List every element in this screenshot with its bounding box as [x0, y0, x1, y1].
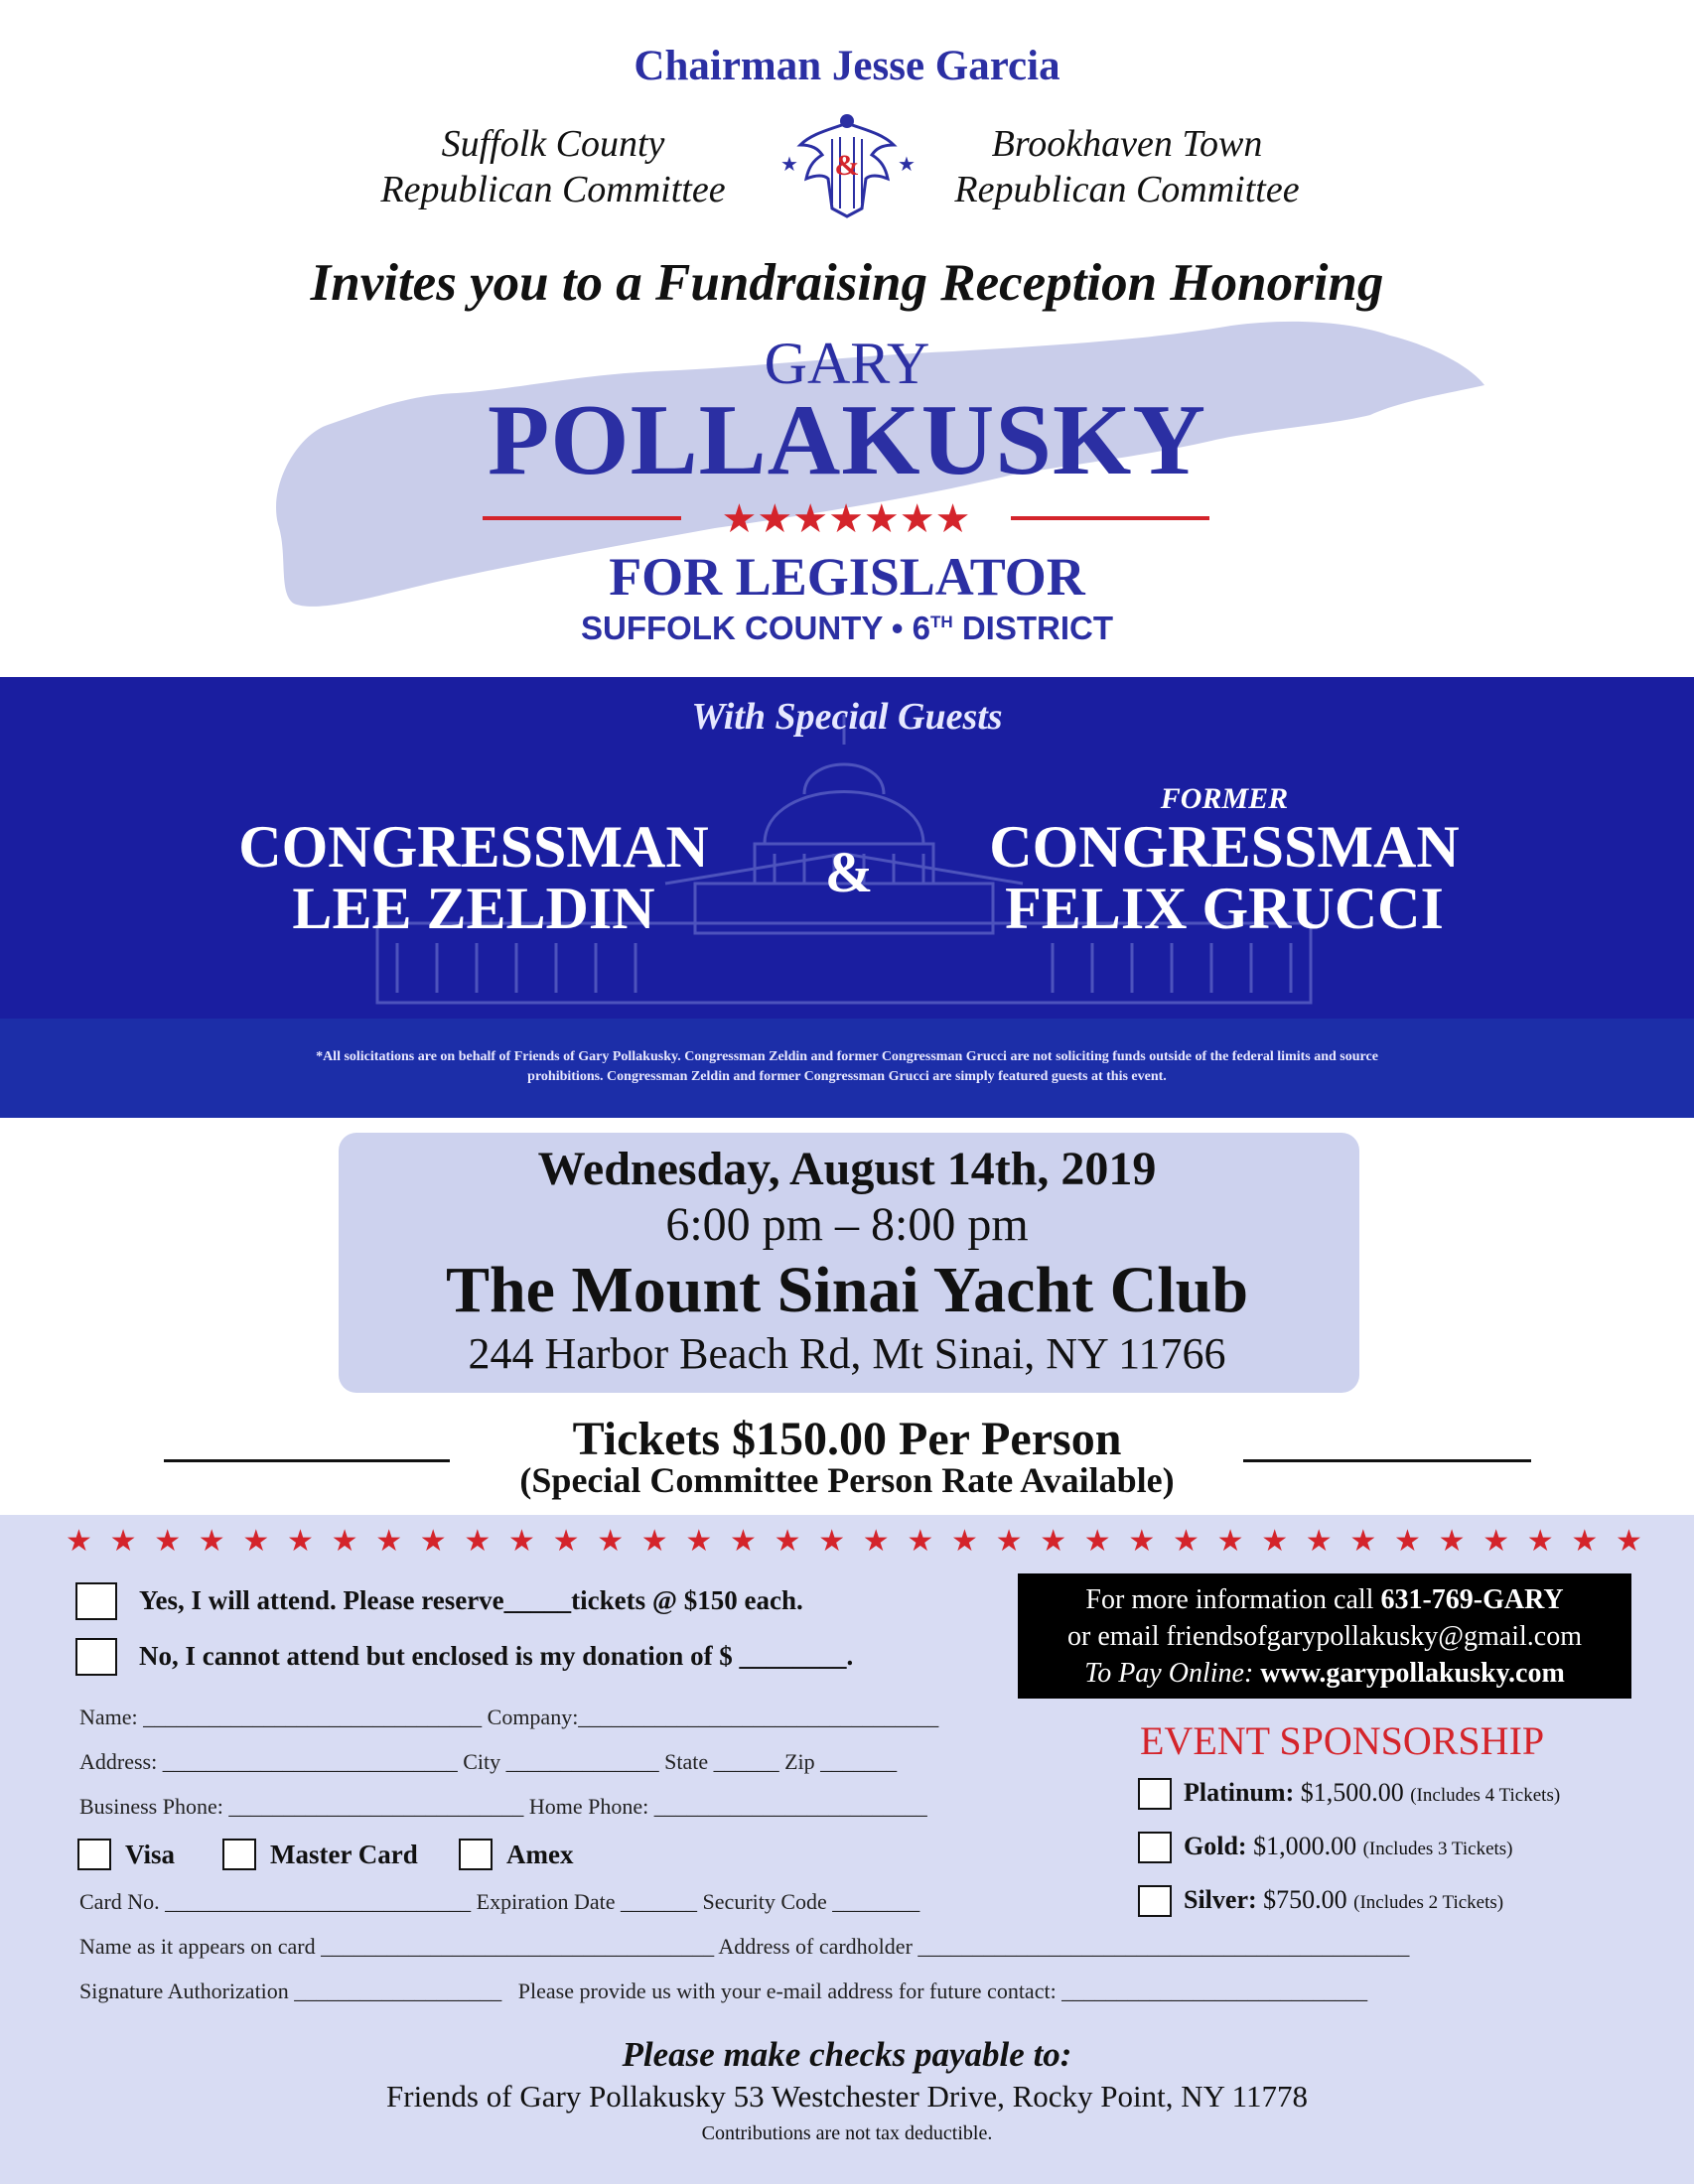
border-star-icon: ★	[1083, 1524, 1111, 1559]
guest-left-line1: CONGRESSMAN	[238, 814, 709, 880]
border-star-icon: ★	[1040, 1524, 1067, 1559]
mastercard-label: Master Card	[270, 1840, 418, 1869]
candidate-first-name: GARY	[764, 331, 930, 396]
border-star-icon: ★	[1482, 1524, 1510, 1559]
border-star-icon: ★	[66, 1524, 92, 1559]
silver-amount: $750.00	[1256, 1885, 1354, 1914]
ticket-rate-note: (Special Committee Person Rate Available)	[519, 1460, 1175, 1500]
office-title: FOR LEGISLATOR	[609, 547, 1085, 607]
border-star-icon: ★	[419, 1524, 447, 1559]
border-star-icon: ★	[154, 1524, 182, 1559]
card-details-field[interactable]: Card No. ____________________________ Expiration Date _______ Security Code ________	[79, 1889, 920, 1914]
guest-right-line2: FELIX GRUCCI	[1005, 876, 1444, 941]
border-star-icon: ★	[685, 1524, 713, 1559]
border-star-icon: ★	[552, 1524, 580, 1559]
border-star-icon: ★	[331, 1524, 358, 1559]
event-address: 244 Harbor Beach Rd, Mt Sinai, NY 11766	[468, 1329, 1226, 1378]
website-link[interactable]: www.garypollakusky.com	[1253, 1658, 1565, 1689]
guest-zeldin	[176, 816, 772, 939]
attend-checkbox[interactable]	[75, 1582, 117, 1620]
silver-note: (Includes 2 Tickets)	[1353, 1892, 1504, 1913]
platinum-label: Platinum:	[1184, 1778, 1295, 1807]
divider-stars: ★★★★★★★	[721, 496, 971, 542]
border-star-icon: ★	[818, 1524, 846, 1559]
border-star-icon: ★	[287, 1524, 314, 1559]
border-star-icon: ★	[1349, 1524, 1377, 1559]
district-label	[0, 610, 1694, 647]
invitation-text: Invites you to a Fundraising Reception Honoring	[310, 254, 1384, 312]
checks-payable-title: Please make checks payable to:	[622, 2035, 1072, 2074]
gold-label: Gold:	[1184, 1832, 1247, 1860]
gold-amount: $1,000.00	[1246, 1832, 1363, 1860]
border-star-icon: ★	[1305, 1524, 1333, 1559]
name-company-field[interactable]: Name: _______________________________ Company:_________________________________	[79, 1705, 939, 1729]
candidate-last-name: POLLAKUSKY	[487, 384, 1207, 496]
svg-text:★: ★	[780, 154, 798, 176]
former-label: FORMER	[1160, 782, 1289, 815]
event-venue: The Mount Sinai Yacht Club	[445, 1254, 1249, 1326]
guest-right-line1: CONGRESSMAN	[989, 814, 1460, 880]
platinum-amount: $1,500.00	[1294, 1778, 1411, 1807]
border-star-icon: ★	[198, 1524, 225, 1559]
border-star-icon: ★	[907, 1524, 934, 1559]
border-star-icon: ★	[1394, 1524, 1421, 1559]
donate-label: No, I cannot attend but enclosed is my donation of $ ________.	[139, 1641, 854, 1671]
committee-right-line1: Brookhaven Town	[991, 123, 1263, 165]
border-star-icon: ★	[109, 1524, 137, 1559]
stars-border	[60, 1519, 1642, 1559]
border-star-icon: ★	[1128, 1524, 1156, 1559]
cardholder-field[interactable]: Name as it appears on card ____________________________________ Address of cardholder _____________________________________________	[79, 1934, 1410, 1959]
amex-label: Amex	[506, 1840, 574, 1869]
border-star-icon: ★	[508, 1524, 535, 1559]
amex-checkbox[interactable]	[459, 1839, 493, 1870]
attend-label: Yes, I will attend. Please reserve_____tickets @ $150 each.	[139, 1585, 803, 1615]
platinum-note: (Includes 4 Tickets)	[1410, 1785, 1561, 1806]
district-suffix: DISTRICT	[952, 610, 1113, 646]
guests-ampersand: &	[824, 840, 874, 904]
visa-label: Visa	[125, 1840, 176, 1869]
chairman-heading: Chairman Jesse Garcia	[634, 43, 1060, 89]
border-star-icon: ★	[242, 1524, 270, 1559]
silver-label: Silver:	[1184, 1885, 1257, 1914]
border-star-icon: ★	[1438, 1524, 1466, 1559]
district-prefix: SUFFOLK COUNTY • 6	[581, 610, 930, 646]
silver-checkbox[interactable]	[1138, 1885, 1172, 1917]
mastercard-checkbox[interactable]	[222, 1839, 256, 1870]
border-star-icon: ★	[1616, 1524, 1642, 1559]
pay-online-label: To Pay Online:	[1084, 1658, 1254, 1689]
border-star-icon: ★	[1173, 1524, 1200, 1559]
district-sup: TH	[929, 613, 953, 631]
border-star-icon: ★	[1571, 1524, 1599, 1559]
suffolk-committee-label	[325, 121, 781, 212]
gold-option	[1184, 1832, 1513, 1861]
special-guests-heading: With Special Guests	[691, 696, 1003, 738]
border-star-icon: ★	[375, 1524, 403, 1559]
platinum-option	[1184, 1778, 1560, 1808]
border-star-icon: ★	[995, 1524, 1023, 1559]
contact-email[interactable]: or email friendsofgarypollakusky@gmail.com	[1067, 1621, 1582, 1652]
committee-right-line2: Republican Committee	[954, 169, 1300, 210]
border-star-icon: ★	[951, 1524, 978, 1559]
sponsorship-title: EVENT SPONSORSHIP	[1140, 1718, 1545, 1763]
silver-option	[1184, 1885, 1503, 1915]
border-star-icon: ★	[1526, 1524, 1554, 1559]
phone-field[interactable]: Business Phone: ___________________________ Home Phone: _________________________	[79, 1794, 927, 1819]
contact-info-box	[1018, 1573, 1631, 1699]
border-star-icon: ★	[862, 1524, 890, 1559]
event-date: Wednesday, August 14th, 2019	[537, 1143, 1157, 1195]
call-prefix: For more information call	[1085, 1584, 1381, 1615]
visa-checkbox[interactable]	[77, 1839, 111, 1870]
event-time: 6:00 pm – 8:00 pm	[665, 1198, 1029, 1251]
guest-left-line2: LEE ZELDIN	[292, 876, 655, 941]
border-star-icon: ★	[1261, 1524, 1289, 1559]
border-star-icon: ★	[1216, 1524, 1244, 1559]
svg-text:★: ★	[898, 154, 916, 176]
signature-email-field[interactable]: Signature Authorization ___________________ Please provide us with your e-mail address for future contact: ____________________________	[79, 1979, 1368, 2003]
border-star-icon: ★	[464, 1524, 492, 1559]
address-field[interactable]: Address: ___________________________ City ______________ State ______ Zip _______	[79, 1749, 898, 1774]
border-star-icon: ★	[774, 1524, 801, 1559]
ticket-price: Tickets $150.00 Per Person	[572, 1413, 1122, 1465]
gold-note: (Includes 3 Tickets)	[1362, 1839, 1513, 1859]
border-star-icon: ★	[640, 1524, 668, 1559]
border-star-icon: ★	[730, 1524, 757, 1559]
emblem-ampersand: &	[834, 149, 860, 182]
gold-checkbox[interactable]	[1138, 1832, 1172, 1863]
donate-checkbox[interactable]	[75, 1638, 117, 1676]
solicitation-disclaimer: *All solicitations are on behalf of Friends of Gary Pollakusky. Congressman Zeldin and former Congressman Grucci are not soliciting funds outside of the federal limits and source prohibitions. Congressman Zeldin and former Congressman Grucci are simply featured guests at this event.	[316, 1049, 1378, 1084]
checks-payable-address: Friends of Gary Pollakusky 53 Westchester Drive, Rocky Point, NY 11778	[386, 2079, 1308, 2114]
committee-left-line1: Suffolk County	[441, 123, 665, 165]
platinum-checkbox[interactable]	[1138, 1778, 1172, 1810]
guest-grucci	[926, 816, 1522, 939]
brookhaven-committee-label	[899, 121, 1355, 212]
committee-left-line2: Republican Committee	[380, 169, 726, 210]
tax-deductible-note: Contributions are not tax deductible.	[701, 2122, 993, 2144]
contact-phone[interactable]: 631-769-GARY	[1380, 1584, 1564, 1615]
stars-divider	[483, 498, 1209, 540]
border-star-icon: ★	[597, 1524, 625, 1559]
